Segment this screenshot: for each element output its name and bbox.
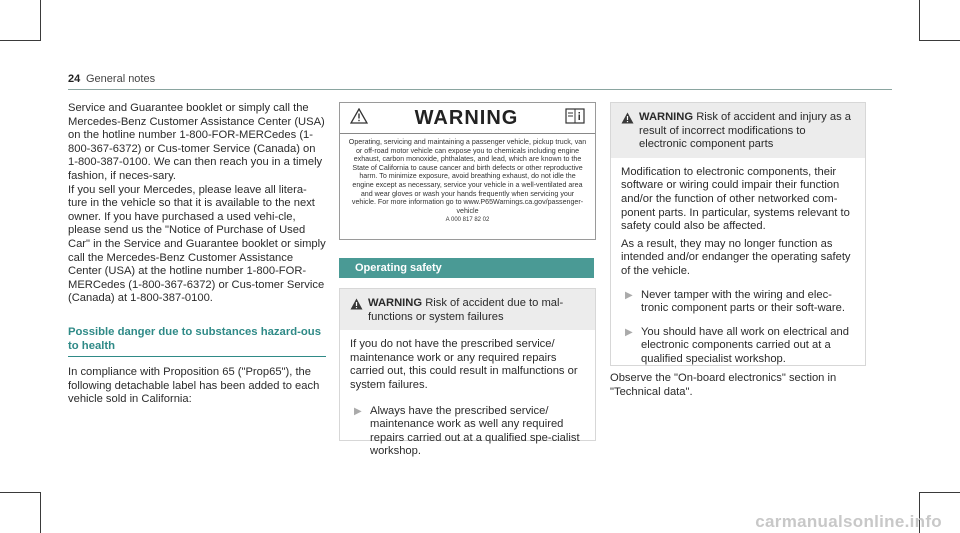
paragraph-prop65: In compliance with Proposition 65 ("Prop65"), the following detachable label has been added to each vehicle sold in California: bbox=[68, 366, 320, 406]
warning-text: Risk of accident and injury as a result of incorrect modifications to electronic component parts bbox=[639, 111, 852, 151]
list-item bbox=[621, 326, 855, 367]
watermark bbox=[0, 512, 960, 533]
crop-mark bbox=[919, 0, 920, 41]
section-bar-operating-safety: Operating safety bbox=[339, 258, 594, 278]
list-item bbox=[350, 405, 585, 459]
crop-mark bbox=[919, 40, 960, 41]
warning-label: WARNING bbox=[368, 297, 423, 309]
crop-mark bbox=[919, 492, 960, 493]
header-rule bbox=[68, 89, 892, 90]
bullet-text: Never tamper with the wiring and elec-tronic component parts or their soft-ware. bbox=[641, 288, 845, 315]
warning-body bbox=[611, 158, 865, 375]
paragraph-observe-section: Observe the "On-board electronics" section in "Technical data". bbox=[610, 372, 837, 398]
warning-triangle-icon bbox=[350, 108, 368, 129]
list-item bbox=[621, 289, 855, 316]
bullet-arrow-icon: ▶ bbox=[354, 405, 362, 417]
manual-book-icon bbox=[565, 108, 585, 129]
label-header bbox=[340, 103, 595, 134]
paragraph-sell-vehicle: If you sell your Mercedes, please leave all litera-ture in the vehicle so that it is available to the next owner. If you have purchased a used vehi-cle, please send us the "Notice of Purchase of Used Car" in the Service and Guarantee booklet or simply call the Mercedes-Benz Customer Assistance Center (USA) at the hotline number 1-800-FOR-MERCedes (1-800-367-6372) or Cus-tomer Service (Canada) at 1-800-387-0100. bbox=[68, 183, 326, 305]
label-part-number: A 000 817 82 02 bbox=[445, 217, 490, 224]
warning-paragraph: If you do not have the prescribed service/ maintenance work or any required repairs carried out, this could result in malfunctions or system failures. bbox=[350, 338, 578, 391]
crop-mark bbox=[0, 40, 41, 41]
warning-text: Risk of accident due to mal-functions or system failures bbox=[368, 297, 564, 323]
warning-paragraph: As a result, they may no longer function as intended and/or endanger the operating safety of the vehicle. bbox=[621, 237, 851, 277]
bullet-text: Always have the prescribed service/ maintenance work as well any required repairs carried out at a qualified spe-cialist workshop. bbox=[370, 404, 580, 458]
crop-mark bbox=[40, 0, 41, 41]
column-right-footer bbox=[610, 372, 868, 399]
bullet-arrow-icon: ▶ bbox=[625, 289, 633, 301]
bullet-arrow-icon: ▶ bbox=[625, 326, 633, 338]
bullet-text: You should have all work on electrical and electronic components carried out at a qualified specialist workshop. bbox=[641, 325, 849, 365]
label-title: WARNING bbox=[414, 106, 519, 129]
column-left bbox=[68, 102, 326, 407]
watermark-text: carmanualsonline.info bbox=[755, 512, 942, 531]
warning-label: WARNING bbox=[639, 111, 694, 123]
section-title: General notes bbox=[86, 73, 156, 85]
warning-box-modifications bbox=[610, 102, 866, 366]
heading-hazardous-substances: Possible danger due to substances hazard-ous to health bbox=[68, 325, 321, 352]
warning-body bbox=[340, 330, 595, 467]
warning-box-malfunctions bbox=[339, 288, 596, 458]
page-number: 24 bbox=[68, 73, 81, 85]
paragraph-service-booklet: Service and Guarantee booklet or simply call the Mercedes-Benz Customer Assistance Center (USA) on the hotline number 1-800-FOR-MERCedes (1-800-367-6372) or Cus-tomer Service (Canada) on 1-800-387-0100. We can then reach you in a timely fashion, if neces-sary. bbox=[68, 102, 325, 182]
warning-header bbox=[340, 289, 595, 330]
warning-paragraph: Modification to electronic components, their software or wiring could impair their function and/or the function of other networked com-ponent parts. In particular, systems relevant to safety could also be affected. bbox=[621, 165, 850, 233]
warning-triangle-icon bbox=[621, 112, 634, 129]
warning-header bbox=[611, 103, 865, 158]
warning-triangle-icon bbox=[350, 298, 363, 315]
crop-mark bbox=[0, 492, 41, 493]
prop65-warning-label bbox=[339, 102, 596, 240]
label-body: Operating, servicing and maintaining a passenger vehicle, pickup truck, van or off-road motor vehicle can expose you to chemicals including engine exhaust, carbon monoxide, phthalates, and lead, which are known to the State of California to cause cancer and birth defects or other reproductive harm. To minimize exposure, avoid breathing exhaust, do not idle the engine except as necessary, service your vehicle in a well-ventilated area and wear gloves or wash your hands frequently when servicing your vehicle. For more information go to www.P65Warnings.ca.gov/passenger-vehicle bbox=[348, 138, 587, 215]
